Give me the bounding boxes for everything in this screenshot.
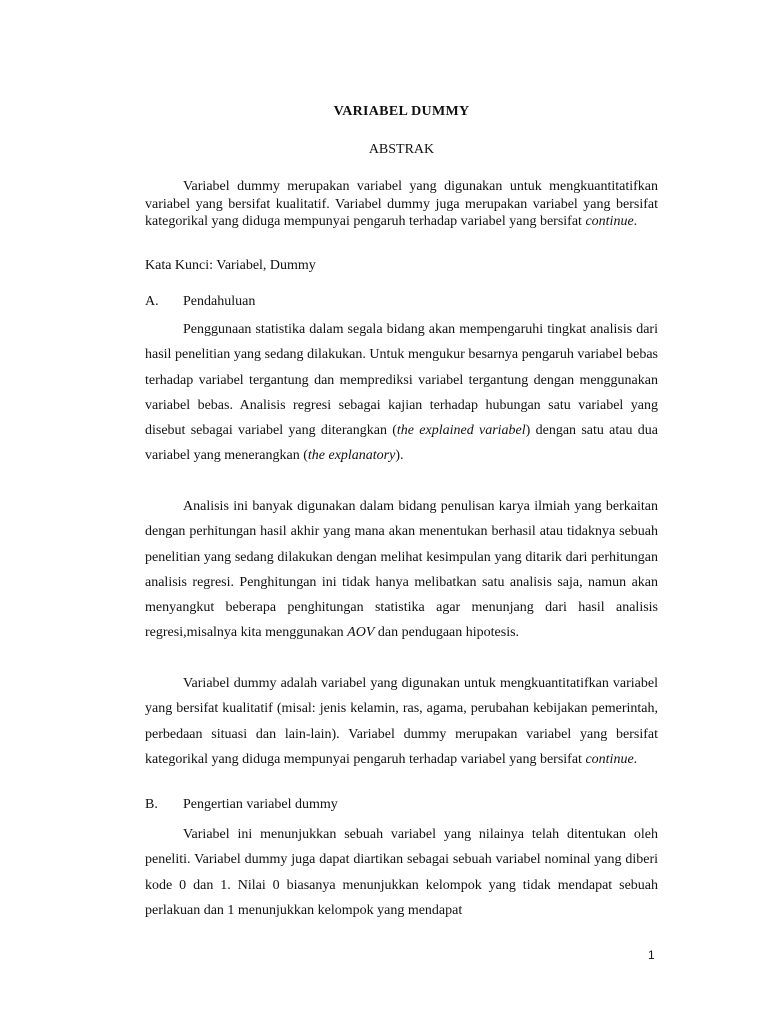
section-b-number: B. [145,797,158,812]
paragraph-italic-term: the explained variabel [396,423,526,439]
page-number: 1 [648,948,655,962]
section-a-heading [145,294,658,310]
paragraph-text: dan pendugaan hipotesis. [374,625,520,641]
section-b-title: Pengertian variabel dummy [183,797,338,812]
paragraph-italic-term: AOV [347,625,375,641]
paragraph-italic-term: continue [585,751,634,767]
paragraph-italic-term: the explanatory [307,448,396,464]
paragraph-text: ) dengan satu atau dua variabel yang menerangkan ( [145,423,658,464]
section-a-paragraph-2 [145,494,658,646]
section-a-title: Pendahuluan [183,294,256,309]
document-title: VARIABEL DUMMY [333,104,470,119]
abstract-text: Variabel dummy merupakan variabel yang digunakan untuk mengkuantitatifkan variabel yang bersifat kualitatif. Variabel dummy juga merupakan variabel yang bersifat kategorikal yang diduga mempunyai pengaruh terhadap variabel yang bersifat [145,179,658,229]
section-a-number: A. [145,294,159,309]
section-a-paragraph-3 [145,671,658,772]
paragraph-text: . [633,751,638,767]
abstract-text-end: . [633,214,638,229]
section-a-paragraph-1 [145,317,658,469]
abstract-italic-term: continue [585,214,634,229]
paragraph-text: Penggunaan statistika dalam segala bidang akan mempengaruhi tingkat analisis dari hasil penelitian yang sedang dilakukan. Untuk mengukur besarnya pengaruh variabel bebas terhadap variabel tergantung dan memprediksi variabel tergantung dengan menggunakan variabel bebas. Analisis regresi sebagai kajian terhadap hubungan satu variabel yang disebut sebagai variabel yang diterangkan ( [145,322,658,439]
section-b-heading [145,797,658,813]
abstract-paragraph [145,178,658,231]
abstract-heading: ABSTRAK [368,142,435,157]
paragraph-text: Variabel dummy adalah variabel yang digunakan untuk mengkuantitatifkan variabel yang bersifat kualitatif (misal: jenis kelamin, ras, agama, perubahan kebijakan pemerintah, perbedaan situasi dan lain-lain). Variabel dummy merupakan variabel yang bersifat kategorikal yang diduga mempunyai pengaruh terhadap variabel yang bersifat [145,676,658,767]
section-b-paragraph-1: Variabel ini menunjukkan sebuah variabel yang nilainya telah ditentukan oleh peneliti. Variabel dummy juga dapat diartikan sebagai sebuah variabel nominal yang diberi kode 0 dan 1. Nilai 0 biasanya menunjukkan kelompok yang tidak mendapat sebuah perlakuan dan 1 menunjukkan kelompok yang mendapat [145,827,658,918]
paragraph-text: Analisis ini banyak digunakan dalam bidang penulisan karya ilmiah yang berkaitan dengan perhitungan hasil akhir yang mana akan menentukan berhasil atau tidaknya sebuah penelitian yang sedang dilakukan dengan melihat kesimpulan yang ditarik dari perhitungan analisis regresi. Penghitungan ini tidak hanya melibatkan satu analisis saja, namun akan menyangkut beberapa penghitungan statistika agar menunjang dari hasil analisis regresi,misalnya kita menggunakan [145,499,658,641]
keywords-line: Kata Kunci: Variabel, Dummy [145,258,316,273]
paragraph-text: ). [395,448,404,464]
